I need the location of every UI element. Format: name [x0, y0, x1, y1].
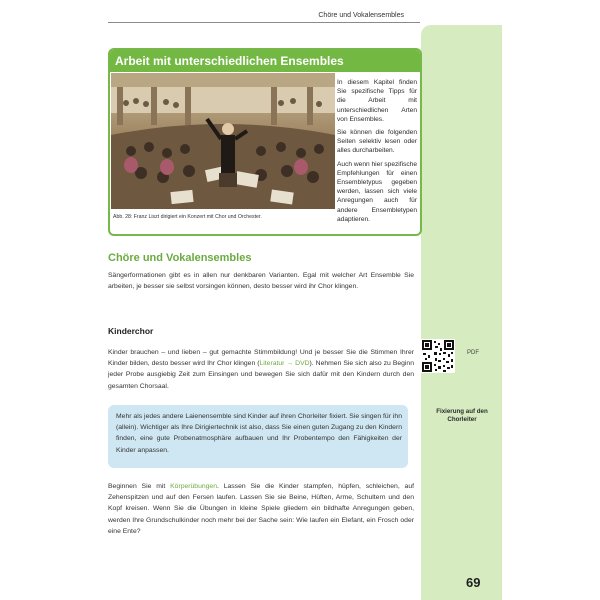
kinderchor-text-start: Kinder brauchen – und lieben – gut gemachte Stimmbildung! Und je besser Sie die Stimmen Ihrer Kinder bilden, desto besser wird Ihr Chor klingen ( [108, 349, 414, 368]
subheading-kinderchor: Kinderchor [108, 326, 154, 336]
pdf-label: PDF [467, 350, 479, 356]
info-box [108, 405, 408, 468]
intro-text [337, 78, 417, 228]
closing-text-start: Beginnen Sie mit [108, 483, 171, 490]
intro-title: Arbeit mit unterschiedlichen Ensembles [110, 50, 420, 72]
kinderchor-text-end: ). Nehmen Sie sich also zu Beginn jeder Probe ausgiebig Zeit zum Einsingen und bewegen Sie sich dafür mit den Kindern durch den gesamten Chorsaal. [108, 360, 414, 390]
intro-box [108, 48, 422, 236]
margin-note: Fixierung auf den Chorleiter [436, 408, 488, 423]
closing-paragraph [108, 481, 414, 537]
literature-dvd-link[interactable]: Literatur → DVD [259, 360, 310, 368]
intro-paragraph: Sängerformationen gibt es in allen nur denkbaren Varianten. Egal mit welcher Art Ensemble Sie arbeiten, je besser sie selbst vorsingen können, desto besser wird ihr Chor klingen. [108, 272, 414, 291]
section-heading: Chöre und Vokalensembles [108, 252, 252, 264]
margin-strip [421, 25, 502, 600]
header-rule [108, 22, 420, 23]
info-box-text: Mehr als jedes andere Laienensemble sind Kinder auf ihren Chorleiter fixiert. Sie singen für ihn (allein). Wichtiger als Ihre Dirigiertechnik ist also, dass Sie einen guten Zugang zu den Kindern finden, eine gute Probenatmosphäre aufbauen und Ihr Probentempo den Fähigkeiten der Kinder anpassen. [116, 413, 402, 454]
page-number: 69 [466, 575, 481, 590]
intro-paragraph-2: Sie können die folgenden Seiten selektiv lesen oder alles durcharbeiten. [337, 129, 417, 155]
running-header: Chöre und Vokalensembles [318, 12, 404, 19]
concert-illustration [111, 73, 335, 209]
kinderchor-paragraph [108, 347, 414, 392]
photo-caption: Abb. 28: Franz Liszt dirigiert ein Konzert mit Chor und Orchester. [113, 214, 262, 220]
closing-text-end: . Lassen Sie die Kinder stampfen, hüpfen, schleichen, auf Zehenspitzen und auf den Fersen laufen. Lassen Sie sie Beine, Hüften, Arme, Schultern und den Kopf kreisen. Wenn Sie die Übungen in kleine Spiele gliedern ein bildhafte Anregungen geben, werden Ihre Grundschulkinder noch mehr bei der Sache sein: Wie laufen ein Elefant, ein Frosch oder eine Ente? [108, 483, 414, 535]
intro-paragraph-3: Auch wenn hier spezifische Empfehlungen für einen Ensembletypus gegeben werden, lassen sich viele Anregungen auch für andere Ensembletypen adaptieren. [337, 160, 417, 223]
qr-code-icon[interactable] [421, 339, 455, 373]
koerperuebungen-link[interactable]: Körperübungen [170, 483, 217, 490]
intro-paragraph-1: In diesem Kapitel finden Sie spezifische Tipps für die Arbeit mit unterschiedlichen Arten von Ensembles. [337, 79, 417, 123]
concert-illustration-drawing [111, 73, 335, 209]
